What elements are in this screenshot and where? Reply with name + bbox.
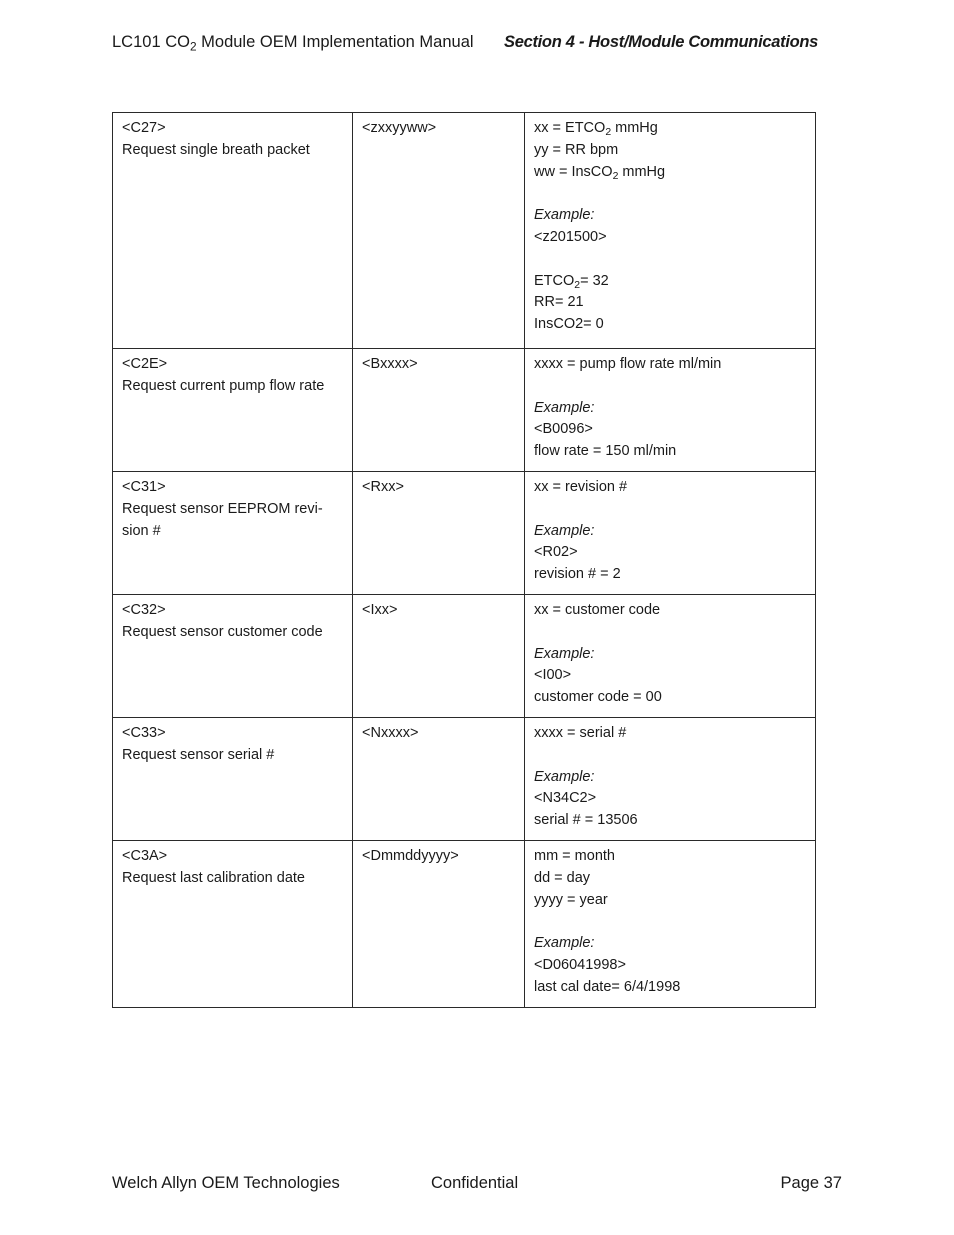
table-row bbox=[113, 471, 816, 594]
detail-text: RR= 21 bbox=[534, 294, 584, 311]
detail-text: xx = customer code bbox=[534, 601, 661, 618]
example-label bbox=[534, 644, 806, 666]
detail-text-after: mmHg bbox=[618, 163, 666, 180]
detail-text: dd = day bbox=[534, 869, 591, 886]
command-code: <C27> bbox=[122, 120, 166, 136]
response-format: <Rxx> bbox=[362, 478, 404, 495]
response-cell bbox=[353, 349, 525, 472]
detail-line bbox=[534, 955, 806, 977]
spacer bbox=[534, 622, 806, 644]
detail-text: last cal date= 6/4/1998 bbox=[534, 978, 681, 995]
detail-text: customer code = 00 bbox=[534, 689, 662, 706]
detail-line bbox=[534, 354, 806, 376]
details-cell bbox=[525, 113, 816, 349]
header-title bbox=[112, 33, 474, 52]
detail-text: xxxx = serial # bbox=[534, 724, 627, 741]
response-format: <zxxyyww> bbox=[362, 120, 437, 136]
detail-line bbox=[534, 868, 806, 890]
command-description: Request last calibration date bbox=[122, 869, 305, 886]
command-cell bbox=[113, 717, 353, 840]
detail-text: InsCO2= 0 bbox=[534, 316, 604, 333]
footer-page-number: Page 37 bbox=[780, 1174, 842, 1192]
footer-confidential: Confidential bbox=[431, 1174, 519, 1192]
detail-text: <N34C2> bbox=[534, 790, 597, 807]
detail-line bbox=[534, 477, 806, 499]
detail-line bbox=[534, 890, 806, 912]
detail-text: flow rate = 150 ml/min bbox=[534, 443, 677, 460]
table-row bbox=[113, 717, 816, 840]
response-cell bbox=[353, 840, 525, 1007]
detail-line bbox=[534, 977, 806, 999]
spacer bbox=[534, 249, 806, 271]
detail-text: serial # = 13506 bbox=[534, 812, 638, 829]
command-code: <C31> bbox=[122, 478, 166, 495]
detail-line bbox=[534, 665, 806, 687]
detail-line bbox=[534, 271, 806, 293]
detail-line bbox=[534, 687, 806, 709]
detail-text: Example: bbox=[534, 645, 595, 662]
detail-line bbox=[534, 162, 806, 184]
detail-subscript: 2 bbox=[612, 170, 619, 182]
command-code: <C33> bbox=[122, 724, 166, 741]
response-cell bbox=[353, 113, 525, 349]
section-title: Section 4 - Host/Module Communications bbox=[504, 33, 819, 51]
command-cell bbox=[113, 113, 353, 349]
spacer bbox=[534, 745, 806, 767]
detail-text: Example: bbox=[534, 768, 595, 785]
command-description: Request current pump flow rate bbox=[122, 377, 325, 394]
detail-subscript: 2 bbox=[605, 127, 612, 139]
command-code: <C2E> bbox=[122, 356, 168, 372]
footer-company: Welch Allyn OEM Technologies bbox=[112, 1174, 340, 1192]
detail-text: xx = ETCO bbox=[534, 120, 606, 136]
response-cell bbox=[353, 471, 525, 594]
detail-text: revision # = 2 bbox=[534, 566, 621, 583]
spacer bbox=[534, 376, 806, 398]
detail-line bbox=[534, 788, 806, 810]
detail-text: Example: bbox=[534, 935, 595, 952]
spacer bbox=[534, 911, 806, 933]
table-row bbox=[113, 594, 816, 717]
details-cell bbox=[525, 594, 816, 717]
detail-line bbox=[534, 542, 806, 564]
example-label bbox=[534, 767, 806, 789]
detail-line bbox=[534, 314, 806, 336]
detail-line bbox=[534, 723, 806, 745]
detail-text: Example: bbox=[534, 399, 595, 416]
detail-line bbox=[534, 227, 806, 249]
detail-text: mm = month bbox=[534, 847, 615, 864]
detail-text: yy = RR bpm bbox=[534, 141, 619, 158]
detail-text: <B0096> bbox=[534, 421, 593, 438]
detail-line bbox=[534, 564, 806, 586]
detail-text: <D06041998> bbox=[534, 956, 626, 973]
detail-text: xxxx = pump flow rate ml/min bbox=[534, 356, 722, 372]
detail-line bbox=[534, 441, 806, 463]
header-title-pre: LC101 CO bbox=[112, 33, 190, 51]
command-code: <C32> bbox=[122, 601, 166, 618]
detail-line bbox=[534, 118, 806, 140]
command-cell bbox=[113, 840, 353, 1007]
command-description: Request single breath packet bbox=[122, 141, 310, 158]
response-cell bbox=[353, 717, 525, 840]
table-row bbox=[113, 349, 816, 472]
details-cell bbox=[525, 717, 816, 840]
command-description: Request sensor EEPROM revi-sion # bbox=[122, 500, 323, 539]
detail-text: <z201500> bbox=[534, 228, 607, 245]
command-table-body bbox=[113, 113, 816, 1008]
detail-text: ETCO bbox=[534, 272, 575, 289]
table-row bbox=[113, 113, 816, 349]
command-description: Request sensor customer code bbox=[122, 623, 323, 640]
command-cell bbox=[113, 471, 353, 594]
detail-line bbox=[534, 140, 806, 162]
response-format: <Nxxxx> bbox=[362, 724, 419, 741]
detail-text: Example: bbox=[534, 207, 595, 224]
command-cell bbox=[113, 349, 353, 472]
detail-line bbox=[534, 292, 806, 314]
details-cell bbox=[525, 840, 816, 1007]
detail-text-after: mmHg bbox=[611, 120, 658, 136]
response-format: <Ixx> bbox=[362, 601, 398, 618]
header-title-sub: 2 bbox=[189, 39, 197, 54]
detail-line bbox=[534, 600, 806, 622]
spacer bbox=[534, 499, 806, 521]
command-description: Request sensor serial # bbox=[122, 746, 275, 763]
response-format: <Dmmddyyyy> bbox=[362, 847, 459, 864]
detail-line bbox=[534, 810, 806, 832]
detail-text: xx = revision # bbox=[534, 478, 628, 495]
example-label bbox=[534, 205, 806, 227]
example-label bbox=[534, 521, 806, 543]
example-label bbox=[534, 933, 806, 955]
details-cell bbox=[525, 471, 816, 594]
detail-text: yyyy = year bbox=[534, 891, 608, 908]
command-code: <C3A> bbox=[122, 847, 168, 864]
detail-text: ww = InsCO bbox=[534, 163, 613, 180]
detail-text-after: = 32 bbox=[580, 272, 609, 289]
detail-text: <R02> bbox=[534, 544, 578, 561]
detail-subscript: 2 bbox=[574, 279, 581, 291]
response-cell bbox=[353, 594, 525, 717]
example-label bbox=[534, 398, 806, 420]
table-row bbox=[113, 840, 816, 1007]
response-format: <Bxxxx> bbox=[362, 356, 418, 372]
command-cell bbox=[113, 594, 353, 717]
detail-text: <I00> bbox=[534, 667, 572, 684]
detail-line bbox=[534, 419, 806, 441]
details-cell bbox=[525, 349, 816, 472]
header-title-post: Module OEM Implementation Manual bbox=[196, 33, 474, 51]
command-table bbox=[112, 112, 816, 1008]
detail-text: Example: bbox=[534, 522, 595, 539]
detail-line bbox=[534, 846, 806, 868]
spacer bbox=[534, 183, 806, 205]
